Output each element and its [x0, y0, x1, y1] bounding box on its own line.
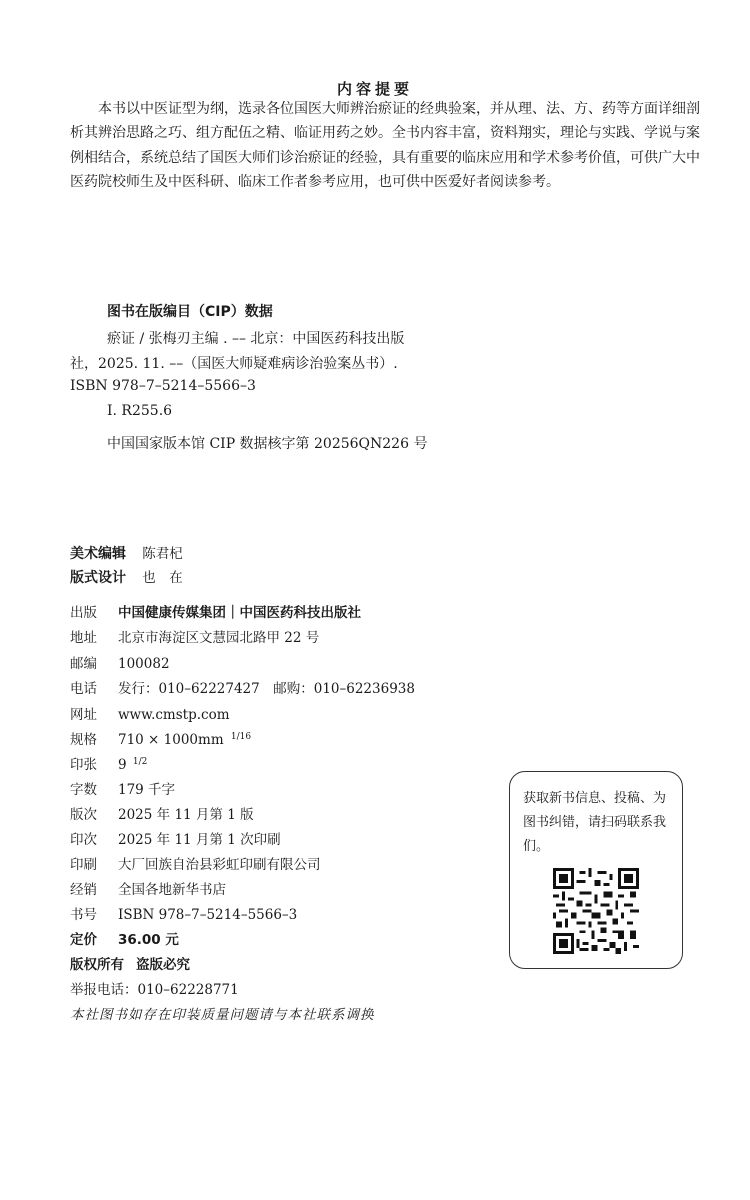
pub-row-format	[70, 728, 251, 748]
row-value: 2025 年 11 月第 1 次印刷	[118, 832, 281, 848]
cip-line-1: 瘀证 / 张梅刃主编 . –– 北京：中国医药科技出版	[107, 331, 405, 347]
row-value: 盗版必究	[136, 957, 190, 973]
row-value: 全国各地新华书店	[118, 882, 226, 898]
row-value: 710 × 1000mm	[118, 732, 224, 748]
credit-value: 也 在	[142, 570, 183, 586]
abstract-text: 本书以中医证型为纲，选录各位国医大师辨治瘀证的经典验案，并从理、法、方、药等方面详细剖析其辨治思路之巧、组方配伍之精、临证用药之妙。全书内容丰富，资料翔实，理论与实践、学说与案例相结合，系统总结了国医大师们诊治瘀证的经验，具有重要的临床应用和学术参考价值，可供广大中医药院校师生及中医科研、临床工作者参考应用，也可供中医爱好者阅读参考。	[70, 101, 700, 191]
format-fraction: 1/16	[230, 731, 252, 742]
row-value: 36.00 元	[118, 932, 179, 948]
pub-row-isbn	[70, 903, 297, 923]
credit-value: 陈君杞	[142, 546, 183, 562]
pub-row-price	[70, 928, 179, 948]
sheets-fraction: 1/2	[132, 756, 148, 767]
pub-row-address	[70, 626, 319, 646]
qr-code-icon[interactable]	[553, 868, 639, 954]
row-value: 2025 年 11 月第 1 版	[118, 807, 254, 823]
footer-note: 本社图书如存在印装质量问题请与本社联系调换	[70, 1007, 375, 1023]
page-title: 内容提要	[336, 80, 413, 98]
pub-row-url	[70, 703, 230, 723]
row-value: 北京市海淀区文慧园北路甲 22 号	[118, 630, 320, 646]
row-label: 版次	[70, 807, 97, 823]
row-label: 书号	[70, 907, 97, 923]
row-label: 印刷	[70, 857, 97, 873]
pub-row-phone	[70, 677, 415, 697]
row-label: 地址	[70, 630, 97, 646]
credit-layout-design	[70, 566, 183, 587]
row-value: 010–62228771	[137, 982, 239, 998]
row-value: www.cmstp.com	[118, 707, 230, 723]
cip-line-2: 社，2025. 11. ––（国医大师疑难病诊治验案丛书）.	[70, 356, 398, 372]
cip-line-4: Ⅰ. R255.6	[107, 403, 173, 419]
row-value: 100082	[118, 656, 170, 672]
row-label: 邮编	[70, 656, 97, 672]
row-label: 印次	[70, 832, 97, 848]
pub-row-distributor	[70, 878, 226, 898]
credit-label: 版式设计	[70, 570, 126, 586]
cip-heading: 图书在版编目（CIP）数据	[107, 304, 273, 320]
row-label: 经销	[70, 882, 97, 898]
row-label: 版权所有	[70, 957, 124, 973]
row-label: 字数	[70, 782, 97, 798]
row-label: 网址	[70, 707, 97, 723]
pub-row-publisher	[70, 601, 361, 621]
row-label: 定价	[70, 932, 97, 948]
row-value: ISBN 978–7–5214–5566–3	[118, 907, 298, 923]
row-label: 电话	[70, 681, 97, 697]
row-label: 出版	[70, 605, 97, 621]
credit-art-editor	[70, 542, 183, 563]
pub-row-edition	[70, 803, 254, 823]
qr-caption: 获取新书信息、投稿、为图书纠错，请扫码联系我们。	[523, 791, 667, 854]
row-value: 179 千字	[118, 782, 176, 798]
row-label: 举报电话：	[70, 982, 138, 998]
row-value: 9	[118, 757, 127, 773]
row-label: 规格	[70, 732, 97, 748]
pub-row-report	[70, 978, 239, 998]
pub-row-printing	[70, 828, 281, 848]
cip-line-3: ISBN 978–7–5214–5566–3	[70, 378, 256, 394]
cip-line-5: 中国国家版本馆 CIP 数据核字第 20256QN226 号	[107, 436, 428, 452]
row-value: 大厂回族自治县彩虹印刷有限公司	[118, 857, 321, 873]
pub-row-sheets	[70, 753, 147, 773]
pub-row-rights	[70, 953, 190, 973]
pub-row-postcode	[70, 652, 170, 672]
row-label: 印张	[70, 757, 97, 773]
pub-row-words	[70, 778, 175, 798]
row-value: 中国健康传媒集团｜中国医药科技出版社	[118, 605, 361, 621]
credit-label: 美术编辑	[70, 546, 126, 562]
pub-row-printer	[70, 853, 321, 873]
row-value: 发行：010–62227427 邮购：010–62236938	[118, 681, 415, 697]
